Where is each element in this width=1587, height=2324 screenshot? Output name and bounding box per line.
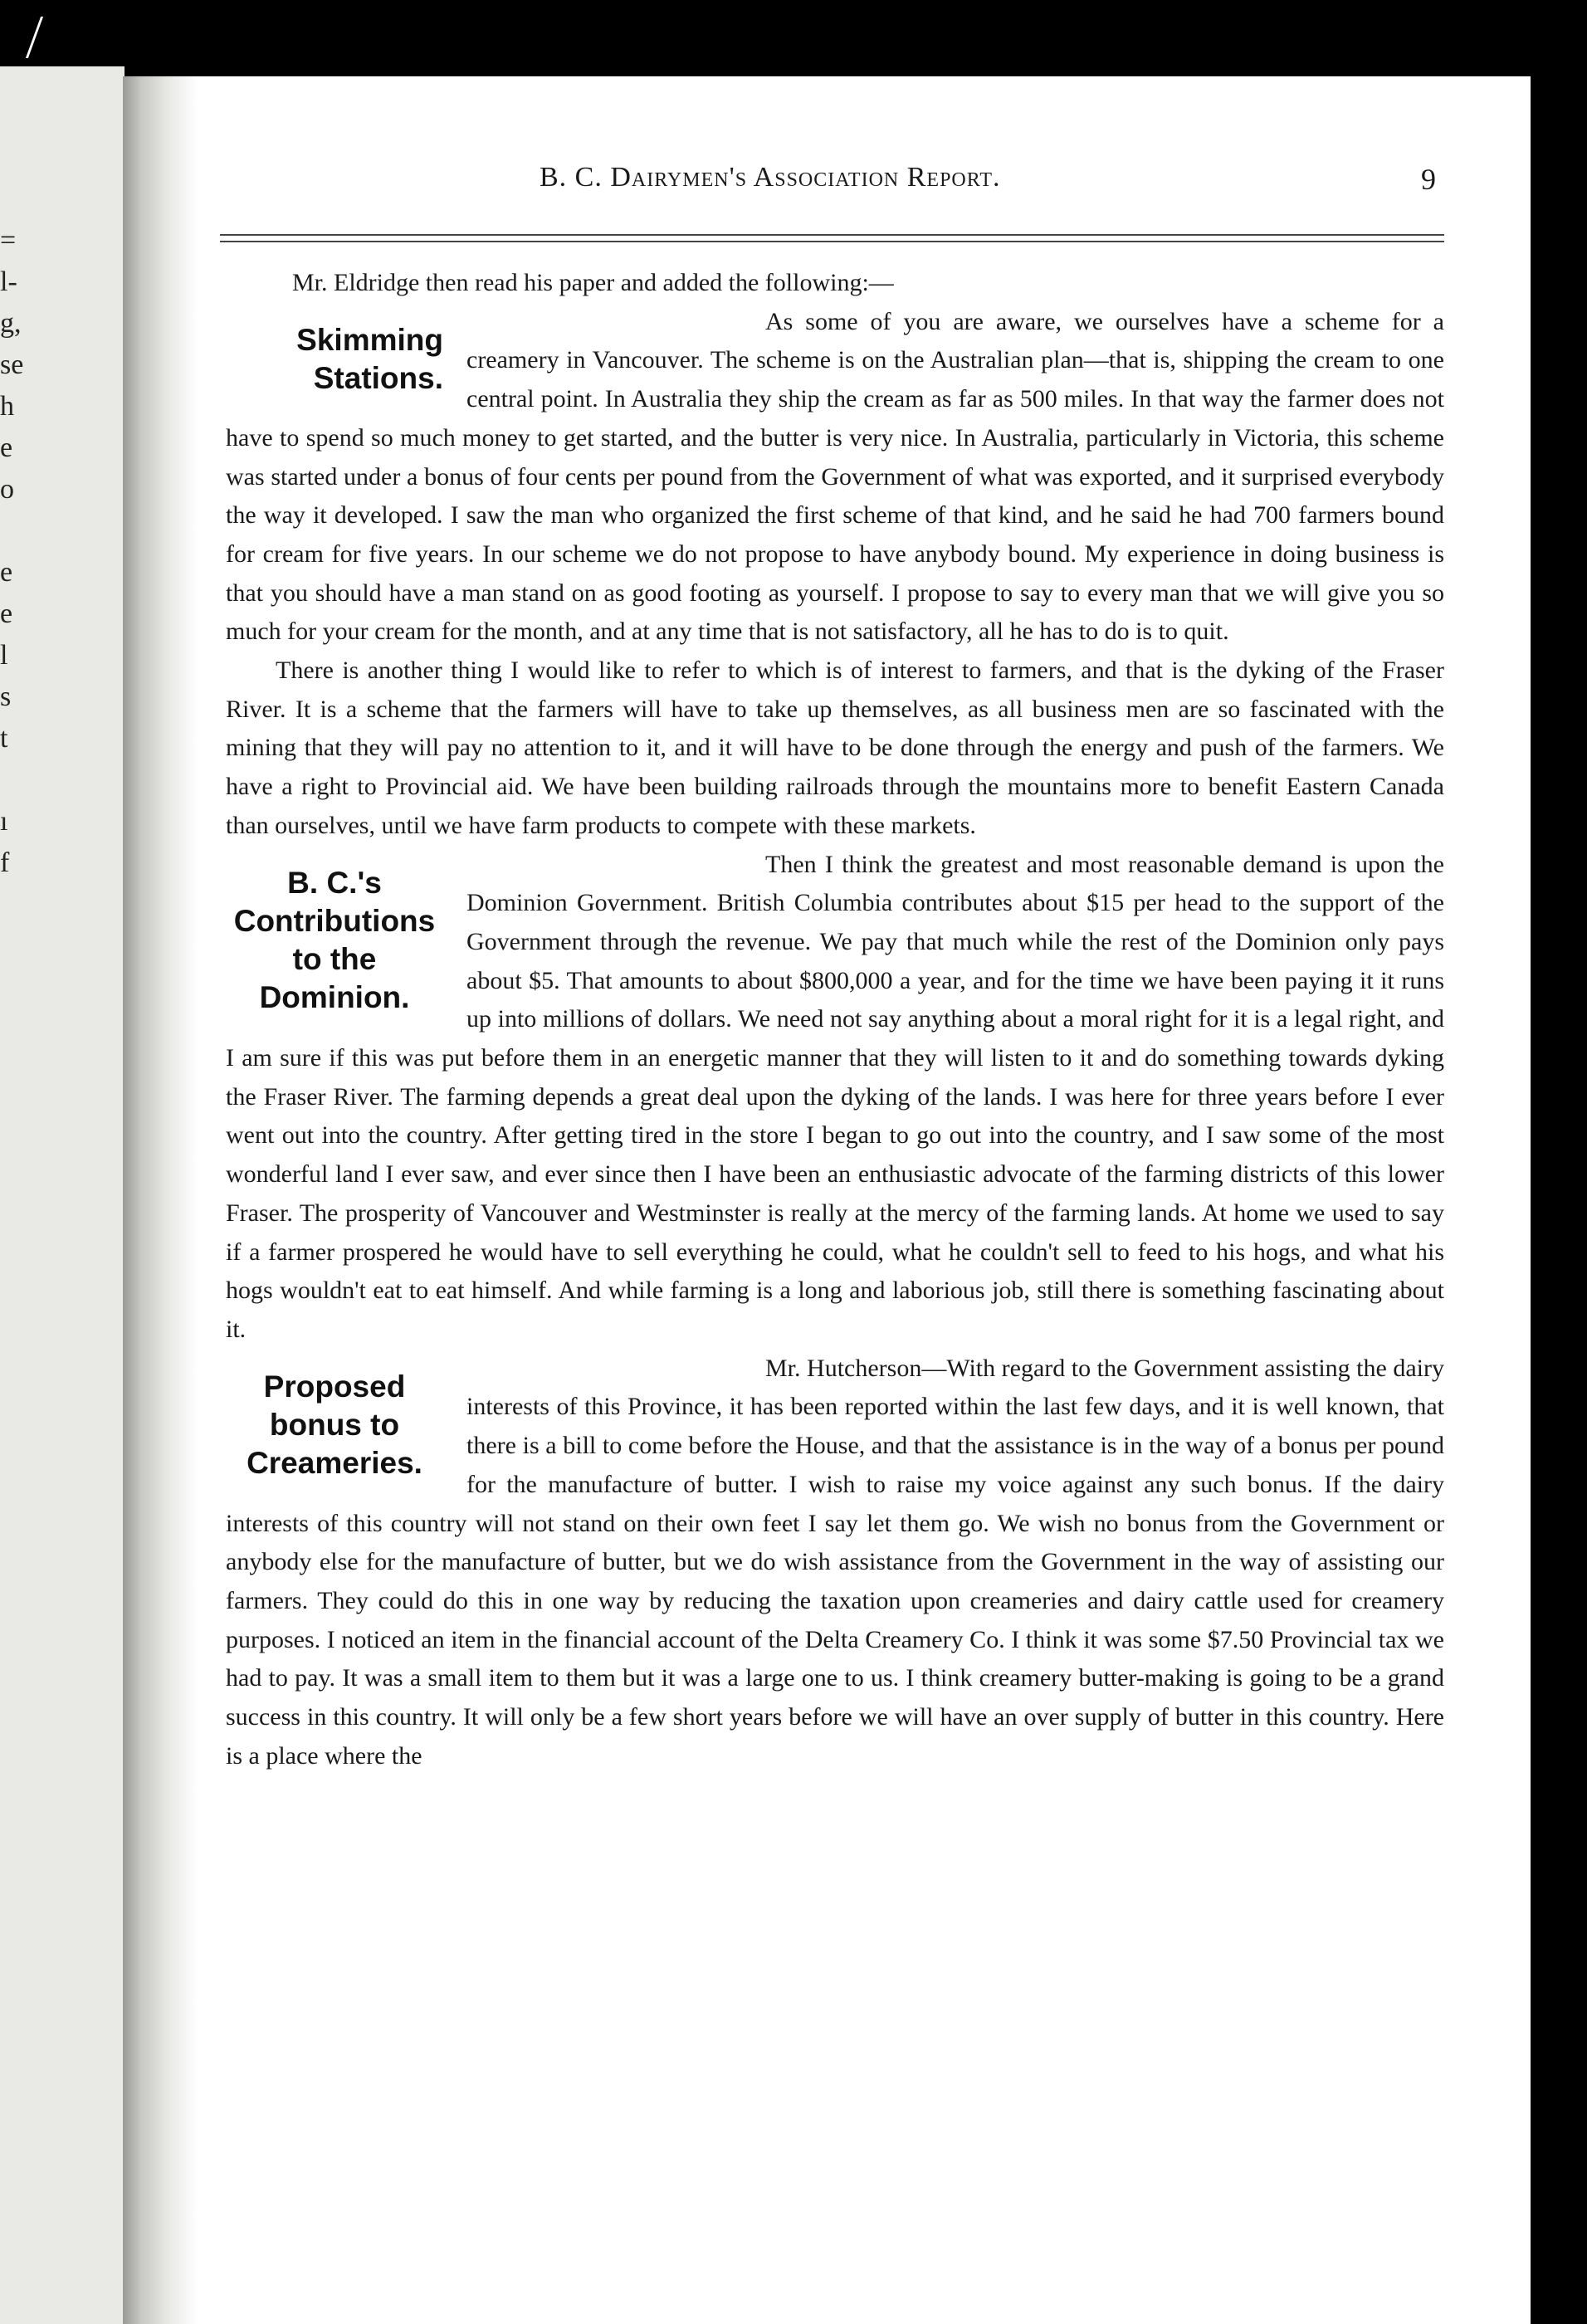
running-header-title: B. C. Dairymen's Association Report. [540, 162, 1001, 193]
facing-page-fragment [0, 510, 33, 552]
facing-page-fragment: = [0, 225, 17, 256]
facing-page-fragment: o [0, 474, 14, 505]
facing-page-fragment: ı [0, 806, 8, 837]
sidenote-proposed-bonus: Proposed bonus to Creameries. [247, 1369, 422, 1480]
facing-page-fragment: h [0, 391, 14, 422]
facing-page-fragment: e [0, 557, 13, 588]
paragraph-hutcherson: Mr. Hutcherson—With regard to the Government assisting the dairy interests of this Province, it has been reported within the last few days, and it is well known, that there is a bill to come before the House, and that the assistance is in the way of a bonus per pound for the manufacture of butter. I wish to raise my voice against any such bonus. If the dairy interests of this country will not stand on their own feet I say let them go. We wish no bonus from the Government or anybody else for the manufacture of butter, but we do wish assistance from the Government in the way of assisting our farmers. They could do this in one way by reducing the taxation upon creameries and dairy cattle used for creamery purposes. I noticed an item in the financial account of the Delta Creamery Co. I think it was some $7.50 Provincial tax we had to pay. It was a small item to them but it was a large one to us. I think creamery butter-making is going to be a grand success in this country. It will only be a few short years before we will have an over supply of butter in this country. Here is a place where the [226, 1354, 1444, 1770]
sidenote-skimming-stations: Skimming Stations. [296, 322, 443, 395]
sidenote-bc-contributions: B. C.'s Contributions to the Dominion. [233, 865, 436, 1014]
facing-page-fragment: e [0, 598, 13, 629]
facing-page-fragment: s [0, 681, 12, 712]
running-header [540, 162, 1453, 193]
facing-page-fragment: se [0, 349, 24, 380]
facing-page-fragment [0, 759, 33, 801]
facing-page-fragment: l- [0, 266, 17, 297]
facing-page-fragment: l [0, 640, 8, 671]
paragraph-fraser-dyking: There is another thing I would like to refer to which is of interest to farmers, and that is the dyking of the Fraser River. It is a scheme that the farmers will have to take up themselves, as all business men are so fascinated with the mining that they will pay no attention to it, and it will have to be done through the energy and push of the farmers. We have a right to Provincial aid. We have been building railroads through the mountains more to benefit Eastern Canada than ourselves, until we have farm products to compete with these markets. [226, 657, 1444, 839]
paragraph-dominion-demand: Then I think the greatest and most reasonable demand is upon the Dominion Government. British Columbia contributes about $15 per head to the support of the Government through the revenue. We pay that much while the rest of the Dominion only pays about $5. That amounts to about $800,000 a year, and for the time we have been paying it it runs up into millions of dollars. We need not say anything about a moral right for it is a legal right, and I am sure if this was put before them in an energetic manner that they will listen to it and do something towards dyking the Fraser River. The farming depends a great deal upon the dyking of the lands. I was here for three years before I ever went out into the country. After getting tired in the store I began to go out into the country, and I saw some of the most wonderful land I ever saw, and ever since then I have been an enthusiastic advocate of the farming districts of this lower Fraser. The prosperity of Vancouver and Westminster is really at the mercy of the farming lands. At home we used to say if a farmer prospered he would have to sell everything he could, what he couldn't sell to feed to his hogs, and what his hogs wouldn't eat to eat himself. And while farming is a long and laborious job, still there is something fascinating about it. [226, 850, 1444, 1343]
facing-page [0, 66, 125, 2324]
facing-page-fragment: e [0, 432, 13, 463]
binding-shadow [123, 76, 198, 2324]
paragraph-creamery-scheme: As some of you are aware, we ourselves have a scheme for a creamery in Vancouver. The scheme is on the Australian plan—that is, shipping the cream to one central point. In Australia they ship the cream as far as 500 miles. In that way the farmer does not have to spend so much money to get started, and the butter is very nice. In Australia, particularly in Victoria, this scheme was started under a bonus of four cents per pound from the Government of what was exported, and it surprised everybody the way it developed. I saw the man who organized the first scheme of that kind, and he said he had 700 farmers bound for cream for five years. In our scheme we do not propose to have anybody bound. My experience in doing business is that you should have a man stand on as good footing as yourself. I propose to say to every man that we will give you so much for your cream for the month, and at any time that is not satisfactory, all he has to do is to quit. [226, 307, 1444, 646]
page-number: 9 [1421, 163, 1436, 196]
facing-page-fragment: t [0, 723, 8, 754]
paragraph-eldridge-intro: Mr. Eldridge then read his paper and added the following:— [292, 269, 894, 296]
page-edge-mark [26, 17, 76, 58]
header-rule-bottom [220, 241, 1444, 242]
body-text [226, 264, 1444, 1775]
facing-page-fragments [0, 220, 33, 884]
facing-page-fragment: f [0, 847, 10, 878]
header-rule-top [220, 234, 1444, 236]
facing-page-fragment: g, [0, 308, 22, 339]
